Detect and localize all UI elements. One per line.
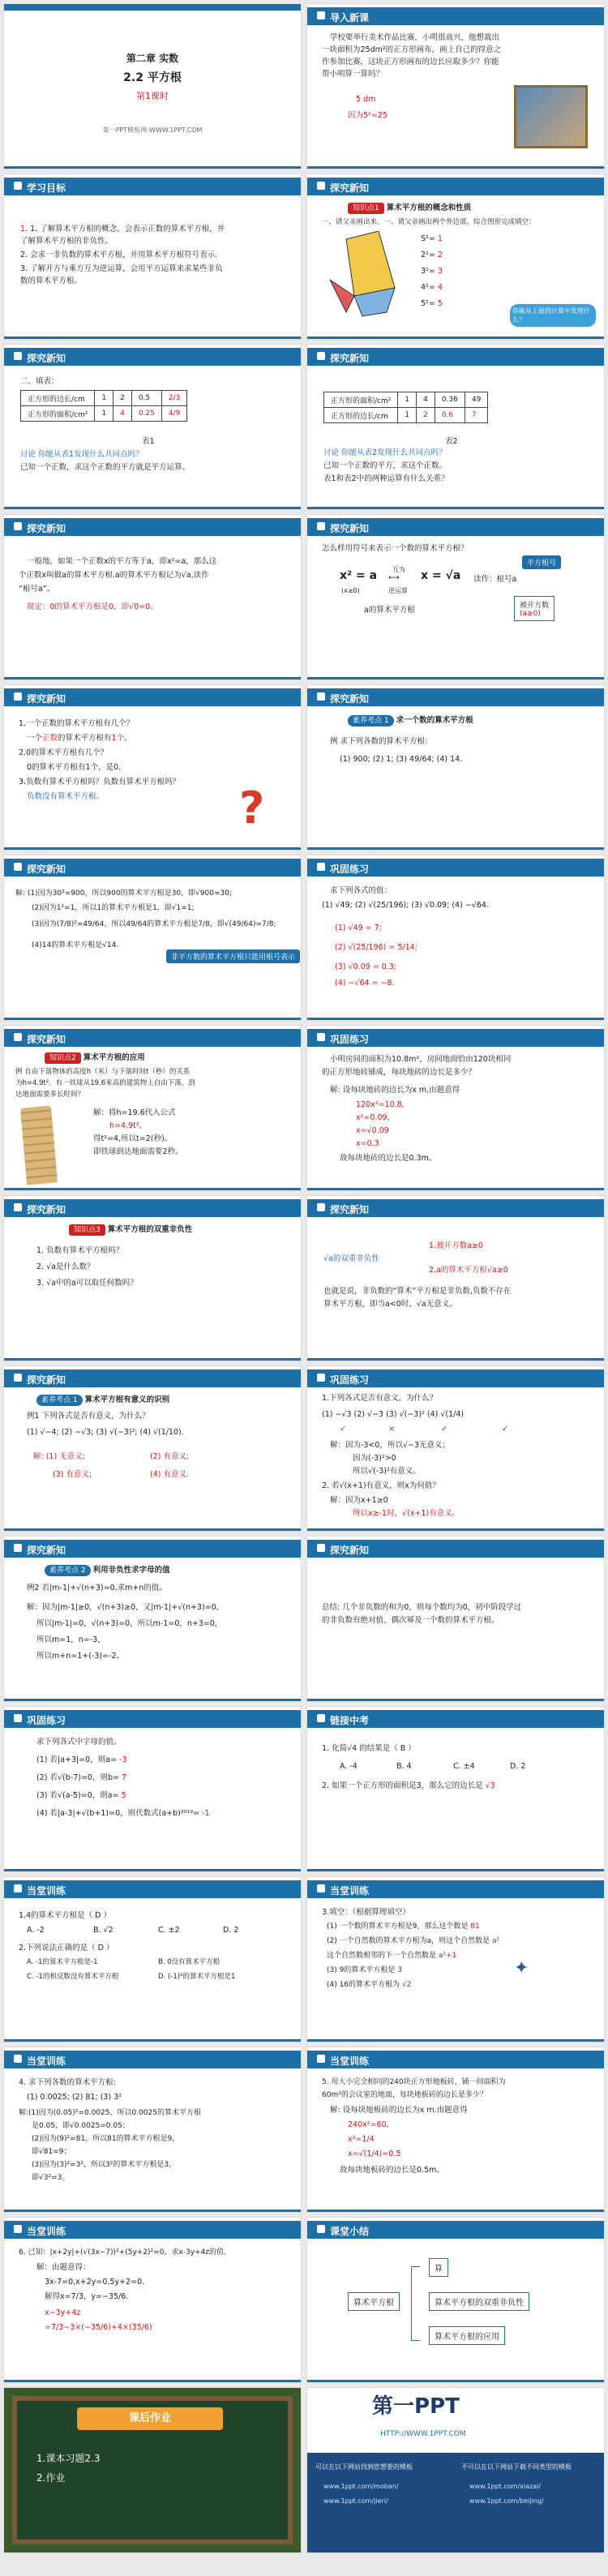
slide-heading: 探究新知	[27, 1374, 66, 1386]
d4-a-2: 240x²=60,	[348, 2120, 389, 2129]
knowledge-tag: 知识点2	[45, 1052, 81, 1064]
tower-image	[20, 1106, 58, 1185]
instruction: 一、请父亲画出来。一、请父亲画出两个外边部，综合图形完成填空：	[322, 218, 536, 226]
slide-practice-1	[306, 855, 605, 1021]
slide-heading: 探究新知	[330, 1204, 370, 1215]
def-line-3: “根号a”。	[19, 585, 55, 594]
d4-a-3: x²=1/4	[348, 2135, 375, 2144]
summary-brace	[411, 2266, 420, 2341]
drill-prompt: 4. 求下列各数的算术平方根:	[19, 2078, 116, 2087]
intro-line-3: 作参加比赛，这块正方形画布的边长应取多少？你能	[322, 58, 499, 66]
slide-heading: 巩固练习	[330, 1034, 370, 1045]
explain-1: 也就是说，非负数的“算术”平方根是非负数,负数不存在	[323, 1287, 512, 1296]
slide-heading: 探究新知	[330, 182, 370, 194]
d1-opt-a: A. -2	[27, 1926, 45, 1935]
practice-ans-3: (3) √0.09 = 0.3;	[335, 962, 396, 971]
slide-heading: 探究新知	[27, 1034, 66, 1045]
slide-heading: 学习目标	[27, 182, 66, 194]
discuss-1: 讨论 你能从表2发现什么共同点吗？	[323, 448, 447, 457]
slide-exam-link: 链接中考 1. 化简√4 的结果是（ B ） A. -4 B. 4 C. ±4 D. 2 2. 如果一个正方形的面积是3，那么它的边长是 √3	[306, 1706, 605, 1872]
drill-prompt: 3.填空：（根据算理填空）	[322, 1908, 410, 1917]
pa-1: 解: 设每块地砖的边长为x m,由题意得	[330, 1086, 460, 1095]
slide-heading: 探究新知	[330, 523, 370, 534]
d3-line-5: (3)因为(3)²=3²，所以3²的算术平方根是3，	[32, 2161, 177, 2169]
slide-nonneg: 探究新知 知识点3 算术平方根的双重非负性 1. 负数有算术平方根吗？ 2. √a是什么数？ 3. √a中的a可以取任何数吗？	[3, 1195, 302, 1361]
p3-ans-2: 因为(-3)²>0	[353, 1454, 396, 1463]
slide-heading: 课堂小结	[330, 2226, 370, 2237]
practice-prompt: 求下列各式的值：	[330, 886, 392, 895]
q-1: 1.一个正数的算术平方根有几个？	[19, 719, 135, 728]
goal-1: 1. 1. 了解算术平方根的概念，会表示正数的算术平方根，并	[20, 225, 225, 234]
d5-a-1: 解：由题意得：	[36, 2263, 91, 2272]
slide-heading: 当堂训练	[330, 1885, 370, 1897]
app-step-4: 即铁球到达地面需要2秒。	[93, 1147, 183, 1156]
brand-logo: 第一PPT	[372, 2394, 460, 2419]
slide-application: 探究新知 知识点2 算术平方根的应用 例 自由下落物体的高度h（米）与下落时间t（秒）的关系 为h=4.9t²。有一铁球从19.6米高的建筑物上自由下落，到 达地面需要多长时间？ 解：将h=19.6代入公式 h=4.9t², 得t²=4,所以t=2(秒)。 即铁球到达地面需要2秒。	[3, 1025, 302, 1191]
slide-heading: 巩固练习	[330, 864, 370, 875]
notation-question: 怎么样用符号来表示一个数的算术平方根？	[322, 544, 469, 553]
slide-drill-5	[3, 2217, 302, 2383]
practice-prompt: 1.下列各式是否有意义，为什么？	[322, 1394, 438, 1403]
slide-heading: 探究新知	[330, 693, 370, 705]
skill-tag: 素养考点 1	[36, 1395, 83, 1406]
eq-inverse: 逆运算	[388, 587, 408, 594]
sol-4: (4)14的算术平方根是√14.	[32, 941, 119, 949]
slide-example-1: 探究新知 素养考点 1 求一个数的算术平方根 例 求下列各数的算术平方根： (1) 900; (2) 1; (3) 49/64; (4) 14.	[306, 684, 605, 851]
d2-opt-d: D. (-1)²的算术平方根是1	[158, 1973, 236, 1981]
example-items: (1) √−4; (2) −√3; (3) √(−3)²; (4) √(1/10).	[27, 1428, 184, 1437]
summary-node-1: 算	[429, 2258, 448, 2277]
intro-answer-1: 5 dm	[356, 95, 376, 104]
slide-heading: 探究新知	[27, 353, 66, 364]
d3-line-3: (2)因为(9)²=81，所以81的算术平方根是9，	[32, 2135, 180, 2143]
intro-line-1: 学校要举行美术作品比赛，小明很高兴，他想裁出	[330, 33, 500, 42]
pq-line-1: 小明房间的面积为10.8m²，房间地面恰由120块相同	[330, 1055, 512, 1064]
app-step-3: 得t²=4,所以t=2(秒)。	[93, 1134, 173, 1143]
slide-drill-2: 当堂训练 3.填空：（根据算理填空） (1) 一个数的算术平方根是9，那么这个数是 81 (2) 一个自然数的算术平方根为a，则这个自然数是 a² 这个自然数相邻的下一个自然数是 a²+1 (3) 9的算术平方根是 3 (4) 16的算术平方根为 √2 ✦	[306, 1876, 605, 2042]
def-rule: 规定：0的算术平方根是0，即√0=0。	[27, 602, 158, 611]
root-meaning: a的算术平方根	[364, 606, 415, 615]
drill-items: (1) 0.0025; (2) 81; (3) 3²	[27, 2093, 122, 2102]
slide-heading: 探究新知	[27, 1204, 66, 1215]
example-prompt: 例2 若|m-1|+√(n+3)=0,求m+n的值。	[27, 1584, 167, 1592]
sol-2: 所以|m-1|=0，√(n+3)=0，所以m-1=0，n+3=0，	[36, 1619, 223, 1628]
exam-q1: 1. 化简√4 的结果是（ B ）	[322, 1744, 416, 1753]
explain-2: 算术平方根，即当a<0时，√a无意义。	[323, 1300, 457, 1309]
practice-q2: 2. 若√(x+1)有意义，则x为何值？	[322, 1481, 440, 1490]
knowledge-tag: 知识点3	[69, 1224, 105, 1236]
goal-2: 2. 会求一非负数的算术平方根，并用算术平方根符号表示.	[20, 251, 218, 259]
slide-table-1	[3, 344, 302, 510]
slide-heading: 探究新知	[330, 1545, 370, 1556]
slide-double-nonneg: 探究新知 √a的双重非负性 1.被开方数a≥0 2.a的算术平方根√a≥0 也就是说，非负数的“算术”平方根是非负数,负数不存在 算术平方根，即当a<0时，√a无意义。	[306, 1195, 605, 1361]
example-prompt: 例1 下列各式是否有意义，为什么？	[27, 1412, 150, 1421]
slide-notation	[306, 514, 605, 680]
lesson-title: 2.2 平方根	[123, 71, 182, 84]
discuss-2: 已知一个正数的平方，求这个正数。	[323, 461, 447, 470]
slide-heading: 链接中考	[330, 1715, 370, 1726]
slide-example-2: 探究新知 素养考点 1 算术平方根有意义的识别 例1 下列各式是否有意义，为什么？ (1) √−4; (2) −√3; (3) √(−3)²; (4) √(1/10). 解: (1) 无意义; (2) 有意义; (3) 有意义; (4) 有意义.	[3, 1365, 302, 1532]
slide-heading: 当堂训练	[27, 2226, 66, 2237]
a-2: 0的算术平方根有1个，是0.	[27, 763, 122, 772]
slide-summary-rule	[306, 1536, 605, 1702]
summary-node-3: 算术平方根的应用	[429, 2326, 505, 2345]
d1-opt-c: C. ±2	[158, 1926, 180, 1935]
d5-a-2: 3x-7=0,x+2y=0,5y+2=0.	[45, 2278, 145, 2287]
practice-items: (1) √49; (2) √(25/196); (3) √0.09; (4) −√64.	[322, 901, 489, 910]
slide-heading: 探究新知	[27, 523, 66, 534]
q-2: 2.0的算术平方根有几个？	[19, 748, 109, 757]
skill-tag: 素养考点 1	[348, 715, 394, 727]
rule-line-1: 总结: 几个非负数的和为0，则每个数均为0，初中阶段学过	[322, 1603, 522, 1612]
slide-practice-2	[306, 1025, 605, 1191]
discuss-2: 已知一个正数，求这个正数的平方就是平方运算。	[20, 463, 191, 472]
slide-practice-3	[306, 1365, 605, 1532]
d4-a-4: x=√(1/4)=0.5	[348, 2150, 401, 2158]
d3-line-6: 即√3²=3。	[32, 2174, 70, 2182]
def-line-1: 一般地，如果一个正数x的平方等于a，即x²=a，那么这	[27, 557, 217, 566]
d5-q: 6. 已知：|x+2y|+(√(3x−7))²+(5y+2)²=0，求x-3y+4z的值.	[19, 2248, 226, 2257]
def-line-2: 个正数x叫做a的算术平方根.a的算术平方根记为√a,读作	[19, 571, 209, 580]
bullet-2: 2.a的算术平方根√a≥0	[429, 1266, 508, 1275]
star-badge-icon: ✦	[514, 1958, 529, 1978]
eq-left: x² = a	[340, 569, 378, 582]
app-line-2: 为h=4.9t²。有一铁球从19.6米高的建筑物上自由下落，到	[15, 1079, 195, 1087]
slide-example-3: 探究新知 素养考点 2 利用非负性求字母的值 例2 若|m-1|+√(n+3)=0,求m+n的值。 解：因为|m-1|≥0，√(n+3)≥0，又|m-1|+√(n+3)=0, 所以|m-1|=0，√(n+3)=0，所以m-1=0，n+3=0， 所以m=1，n=-3， 所以m+n=1+(-3)=-2。	[3, 1536, 302, 1702]
table-caption: 表2	[445, 437, 458, 446]
brand-url: HTTP://WWW.1PPT.COM	[380, 2430, 466, 2438]
sol-4: (4) 有意义.	[150, 1470, 189, 1479]
pa-2: 120x²=10.8,	[356, 1100, 405, 1109]
practice-ans-4: (4) −√64 = −8.	[335, 979, 395, 988]
d1-opt-b: B. √2	[93, 1926, 113, 1935]
mark-2: ×	[388, 1425, 395, 1434]
knowledge-title: 算术平方根的概念和性质	[386, 204, 472, 212]
drill-q1: 1.4的算术平方根是（ D ）	[19, 1911, 111, 1920]
slide-heading: 导入新课	[330, 12, 370, 24]
sol-3: (3)因为(7/8)²=49/64，所以49/64的算术平方根是7/8，即√(49/64)=7/8;	[32, 920, 276, 928]
intro-line-4: 帮小明算一算吗？	[322, 70, 384, 79]
goal-3: 3. 了解开方与乘方互为逆运算，会用平方运算来求某些非负	[20, 264, 223, 273]
slide-solution-1	[3, 855, 302, 1021]
practice-items: (1) −√3 (2) √−3 (3) √(−3)² (4) √(1/4)	[322, 1410, 465, 1419]
square-diagram	[330, 231, 411, 324]
slide-heading: 探究新知	[27, 693, 66, 705]
a-3: 负数没有算术平方根。	[27, 792, 105, 801]
sol-3: (3) 有意义;	[53, 1470, 92, 1479]
exam-opt-d: D. 2	[510, 1762, 526, 1771]
table-2: 正方形的面积/cm² 1 4 0.36 49 正方形的边长/cm 1 2 0.6 7	[323, 392, 488, 423]
q-3: 3.负数有算术平方根吗？负数有算术平方根吗？	[19, 778, 181, 787]
d5-a-4: x−3y+4z	[45, 2308, 81, 2317]
lesson-subtitle: 第1课时	[136, 91, 169, 101]
d5-a-5: =7/3−3×(−35/6)+4×(35/6)	[45, 2323, 152, 2332]
p3-ans-5: 所以x≥-1时，√(x+1)有意义。	[353, 1509, 460, 1518]
d4-a-1: 解: 设每块地板砖的边长为x m.由题意得	[330, 2106, 468, 2115]
slide-drill-1	[3, 1876, 302, 2042]
homework-item-1: 1.课本习题2.3	[36, 2453, 101, 2464]
slide-heading: 巩固练习	[330, 1374, 370, 1386]
sol-1: 解: (1)因为30²=900，所以900的算术平方根是30，即√900=30;	[15, 889, 232, 898]
pa-4: x=√0.09	[356, 1126, 389, 1135]
app-step-1: 解：将h=19.6代入公式	[93, 1108, 176, 1117]
title-footer: 第一PPT模板网-WWW.1PPT.COM	[102, 126, 203, 134]
slide-practice-4: 巩固练习 求下列各式中字母的值。 (1) 若|a+3|=0，则a= -3 (2) 若√(b-7)=0，则b= 7 (3) 若√(a-5)=0，则a= 5 (4) 若|a-3|+√(b+1)=0，则代数式(a+b)²⁰¹⁹= -1	[3, 1706, 302, 1872]
nq-2: 2. √a是什么数？	[36, 1262, 95, 1271]
sol-3: 所以m=1，n=-3，	[36, 1635, 105, 1644]
drill-q2: 2.下列说法正确的是（ D ）	[19, 1944, 114, 1952]
slide-knowledge-1: 探究新知 知识点1 算术平方根的概念和性质 一、请父亲画出来。一、请父亲画出两个外边部，综合图形完成填空： S²= 1 2²= 2 3²= 3 4²= 4 5²= 5 你能从上面的计算中发现什么？	[306, 174, 605, 340]
sol-2: (2)因为1²=1，所以1的算术平方根是1，即√1=1;	[32, 904, 195, 912]
sol-1: 解：因为|m-1|≥0，√(n+3)≥0，又|m-1|+√(n+3)=0,	[27, 1603, 219, 1612]
slide-goals	[3, 174, 302, 340]
eq-mutual: 互为	[392, 566, 405, 573]
d3-line-4: 即√81=9；	[32, 2148, 71, 2156]
bullet-1: 1.被开方数a≥0	[429, 1241, 483, 1250]
ad-link-1[interactable]: www.1ppt.com/moban/	[323, 2483, 399, 2490]
slide-questions: 探究新知 1.一个正数的算术平方根有几个？ 一个正数的算术平方根有1个。 2.0的算术平方根有几个？ 0的算术平方根有1个，是0. 3.负数有算术平方根吗？负数有算术平方根吗？ 负数没有算术平方根。 ?	[3, 684, 302, 851]
slide-definition	[3, 514, 302, 680]
pq-line-2: 的正方形地砖铺成，每块地砖的边长是多少？	[322, 1068, 477, 1077]
summary-node-2: 算术平方根的双重非负性	[429, 2292, 529, 2311]
arrow-icon: ⟷	[388, 573, 400, 582]
discuss-1: 讨论 你能从表1发现什么共同点吗？	[20, 450, 143, 459]
d2-opt-a: A. -1的算术平方根是-1	[27, 1958, 98, 1966]
mark-4: ✓	[502, 1425, 508, 1434]
knowledge-tag: 知识点1	[348, 203, 384, 214]
slide-summary	[306, 2217, 605, 2383]
pa-5: x=0.3	[356, 1139, 379, 1148]
ad-link-4[interactable]: www.1ppt.com/beijing/	[469, 2497, 544, 2505]
goal-3b: 数的算术平方根。	[20, 276, 83, 285]
mark-1: ✓	[340, 1425, 346, 1434]
slide-heading: 探究新知	[330, 353, 370, 364]
d4-q-1: 5. 用大小完全相同的240块正方形地板砖，铺一间面积为	[322, 2078, 506, 2086]
goal-1b: 了解算术平方根的非负性。	[20, 237, 113, 246]
slide-drill-3	[3, 2047, 302, 2213]
d4-a-5: 故每块地板砖的边长是0.5m。	[340, 2166, 444, 2175]
pa-3: x²=0.09,	[356, 1113, 390, 1122]
app-line-3: 达地面需要多长时间？	[15, 1091, 85, 1099]
p3-ans-3: 所以√(-3)²有意义。	[353, 1467, 421, 1476]
slide-heading: 当堂训练	[330, 2055, 370, 2067]
sol-4: 所以m+n=1+(-3)=-2。	[36, 1652, 125, 1661]
intro-answer-2: 因为5²=25	[348, 111, 387, 120]
fill-label: 二、填表：	[20, 377, 59, 386]
sol-2: (2) 有意义;	[150, 1452, 190, 1461]
slide-homework	[3, 2387, 302, 2553]
slide-title	[3, 3, 302, 169]
nq-3: 3. √a中的a可以取任何数吗？	[36, 1279, 138, 1288]
practice-ans-1: (1) √49 = 7;	[335, 924, 382, 932]
rule-line-2: 的非负数有绝对值、偶次幂及一个数的算术平方根。	[322, 1616, 499, 1625]
practice-prompt: 求下列各式中字母的值。	[36, 1738, 122, 1747]
table-1: 正方形的边长/cm 1 2 0.5 2/3 正方形的面积/cm² 1 4 0.25 4/9	[20, 390, 187, 422]
root-sign-label: 平方根号	[522, 555, 561, 569]
d2-opt-c: C. -1的相反数没有算术平方根	[27, 1973, 119, 1981]
slide-heading: 巩固练习	[27, 1715, 66, 1726]
intro-line-2: 一块面积为25dm²的正方形画布，画上自己的得意之	[322, 45, 502, 54]
slide-intro	[306, 3, 605, 169]
homework-title-banner: 课后作业	[77, 2407, 223, 2430]
slide-drill-4	[306, 2047, 605, 2213]
d5-a-3: 解得x=7/3，y=−35/6.	[45, 2292, 129, 2301]
example-items: (1) 900; (2) 1; (3) 49/64; (4) 14.	[340, 755, 463, 764]
d3-line-1: 解:(1)因为(0.05)²=0.0025，所以0.0025的算术平方根	[19, 2109, 201, 2117]
exam-opt-c: C. ±4	[453, 1762, 475, 1771]
slide-heading: 当堂训练	[27, 2055, 66, 2067]
ad-link-3[interactable]: www.1ppt.com/xiazai/	[469, 2483, 542, 2490]
radicand-box: 被开方数 (a≥0)	[514, 596, 554, 621]
ad-link-2[interactable]: www.1ppt.com/jieri/	[323, 2497, 388, 2505]
painting-photo	[514, 85, 588, 148]
note-box: 非平方数的算术平方根只能用根号表示	[166, 949, 300, 963]
slide-heading: 探究新知	[27, 864, 66, 875]
read-as: 读作：根号a	[473, 575, 517, 584]
slide-heading: 探究新知	[27, 1545, 66, 1556]
thought-bubble: 你能从上面的计算中发现什么？	[510, 304, 596, 327]
sol-1: 解: (1) 无意义;	[33, 1452, 85, 1461]
slide-heading: 当堂训练	[27, 1885, 66, 1897]
exam-opt-b: B. 4	[396, 1762, 412, 1771]
exam-opt-a: A. -4	[340, 1762, 358, 1771]
discuss-3: 表1和表2中的两种运算有什么关系？	[323, 474, 449, 483]
p3-ans-1: 解：因为-3<0，所以√−3无意义；	[330, 1441, 451, 1450]
mark-3: ✓	[441, 1425, 447, 1434]
nq-1: 1. 负数有算术平方根吗？	[36, 1246, 124, 1255]
question-mark-icon: ?	[239, 782, 265, 834]
slide-ad	[306, 2387, 605, 2553]
d4-q-2: 60m²的会议室的地面，每块地板砖的边长是多少？	[322, 2091, 487, 2099]
practice-ans-2: (2) √(25/196) = 5/14;	[335, 943, 417, 952]
eq-right: x = √a	[421, 569, 461, 582]
example-prompt: 例 求下列各数的算术平方根：	[330, 737, 433, 746]
d1-opt-d: D. 2	[223, 1926, 239, 1935]
app-step-2: h=4.9t²,	[109, 1121, 142, 1130]
eq-cond: (x≥0)	[341, 587, 360, 594]
table-caption: 表1	[142, 437, 155, 446]
skill-tag: 素养考点 2	[45, 1565, 91, 1576]
p3-ans-4: 解：因为x+1≥0	[330, 1496, 388, 1505]
summary-root: 算术平方根	[348, 2292, 400, 2311]
slide-table-2	[306, 344, 605, 510]
d3-line-2: 是0.05，即√0.0025=0.05；	[32, 2122, 130, 2130]
chapter-label: 第二章 实数	[126, 53, 179, 64]
app-line-1: 例 自由下落物体的高度h（米）与下落时间t（秒）的关系	[15, 1068, 191, 1076]
pa-6: 故每块地砖的边长是0.3m。	[340, 1154, 437, 1163]
d2-opt-b: B. 0没有算术平方根	[158, 1958, 221, 1966]
ad-panel: 可以在以下网站找到您想要的模板 不可以在以下网站下载不同类型的模板 www.1ppt.com/moban/ www.1ppt.com/jieri/ www.1ppt.com/xiazai/ www.1ppt.com/beijing/	[307, 2453, 604, 2552]
homework-item-2: 2.作业	[36, 2472, 66, 2484]
